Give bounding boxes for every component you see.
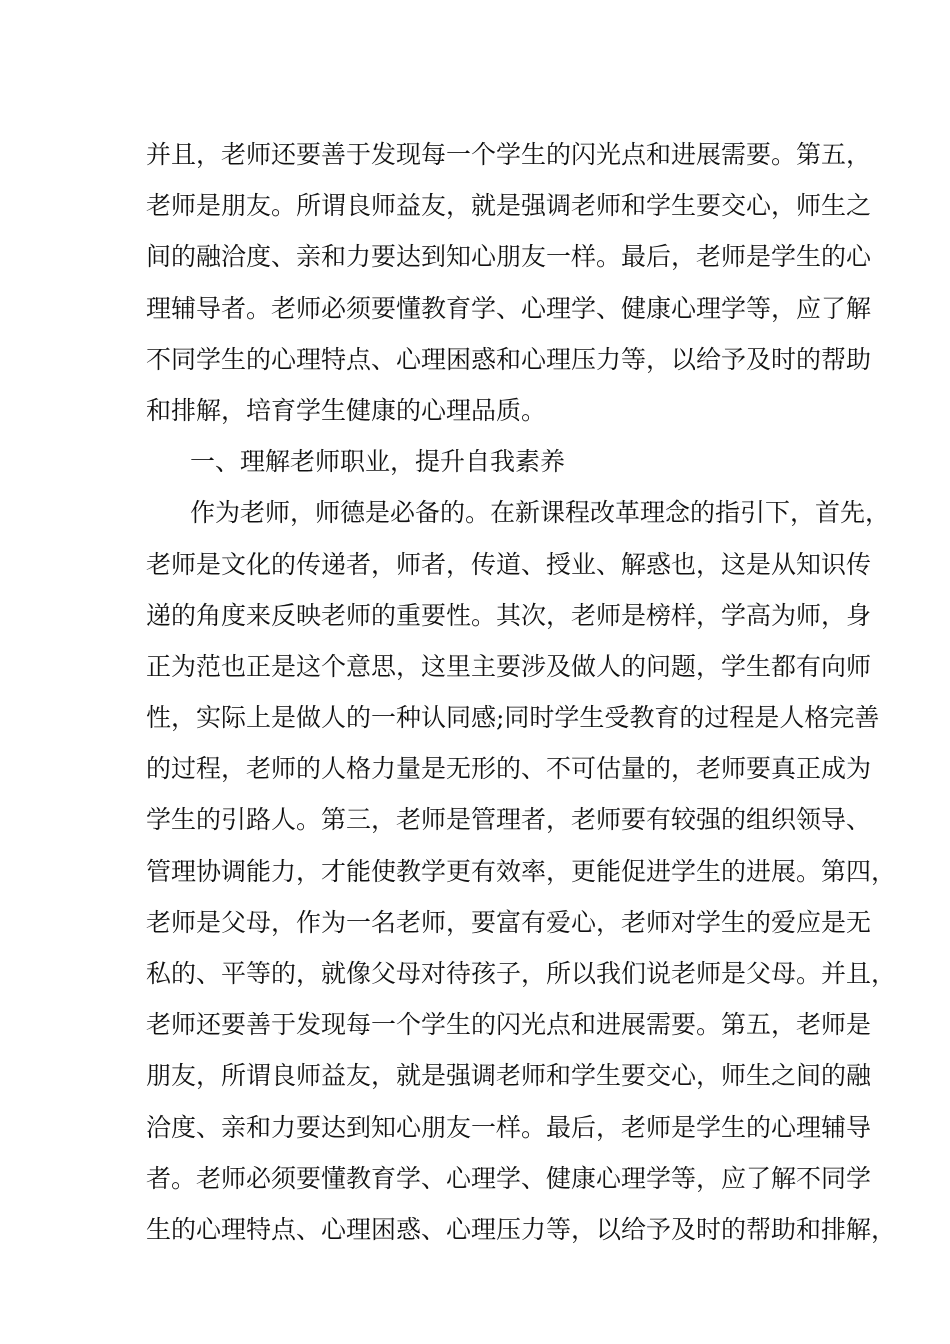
text-line: 递的角度来反映老师的重要性。其次，老师是榜样，学高为师，身 [146,600,872,630]
text-line: 理辅导者。老师必须要懂教育学、心理学、健康心理学等，应了解 [146,293,872,323]
text-line: 老师还要善于发现每一个学生的闪光点和进展需要。第五，老师是 [146,1010,872,1040]
text-line: 间的融洽度、亲和力要达到知心朋友一样。最后，老师是学生的心 [146,242,872,272]
paragraph-2 [146,487,897,1255]
text-line: 的过程，老师的人格力量是无形的、不可估量的，老师要真正成为 [146,754,872,784]
text-line: 管理协调能力，才能使教学更有效率，更能促进学生的进展。第四， [146,856,897,886]
paragraph-1 [146,129,872,436]
text-line: 者。老师必须要懂教育学、心理学、健康心理学等，应了解不同学 [146,1163,872,1193]
text-line: 私的、平等的，就像父母对待孩子，所以我们说老师是父母。并且， [146,959,897,988]
text-line: 老师是父母，作为一名老师，要富有爱心，老师对学生的爱应是无 [146,907,872,937]
section-heading: 一、理解老师职业，提升自我素养 [190,447,566,477]
text-line: 老师是文化的传递者，师者，传道、授业、解惑也，这是从知识传 [146,549,872,579]
text-line: 朋友，所谓良师益友，就是强调老师和学生要交心，师生之间的融 [146,1061,872,1091]
text-line: 老师是朋友。所谓良师益友，就是强调老师和学生要交心，师生之 [146,191,872,221]
text-line: 性，实际上是做人的一种认同感;同时学生受教育的过程是人格完善 [146,703,880,733]
text-line: 作为老师，师德是必备的。在新课程改革理念的指引下，首先， [190,498,891,528]
text-line: 洽度、亲和力要达到知心朋友一样。最后，老师是学生的心理辅导 [146,1112,872,1142]
text-line: 正为范也正是这个意思，这里主要涉及做人的问题，学生都有向师 [146,651,872,681]
text-line: 不同学生的心理特点、心理困惑和心理压力等，以给予及时的帮助 [146,344,872,374]
text-line: 生的心理特点、心理困惑、心理压力等，以给予及时的帮助和排解， [146,1214,897,1244]
document-body [146,129,897,1255]
text-line: 并且，老师还要善于发现每一个学生的闪光点和进展需要。第五， [146,140,872,169]
text-line: 和排解，培育学生健康的心理品质。 [146,395,547,425]
text-line: 学生的引路人。第三，老师是管理者，老师要有较强的组织领导、 [146,805,872,835]
